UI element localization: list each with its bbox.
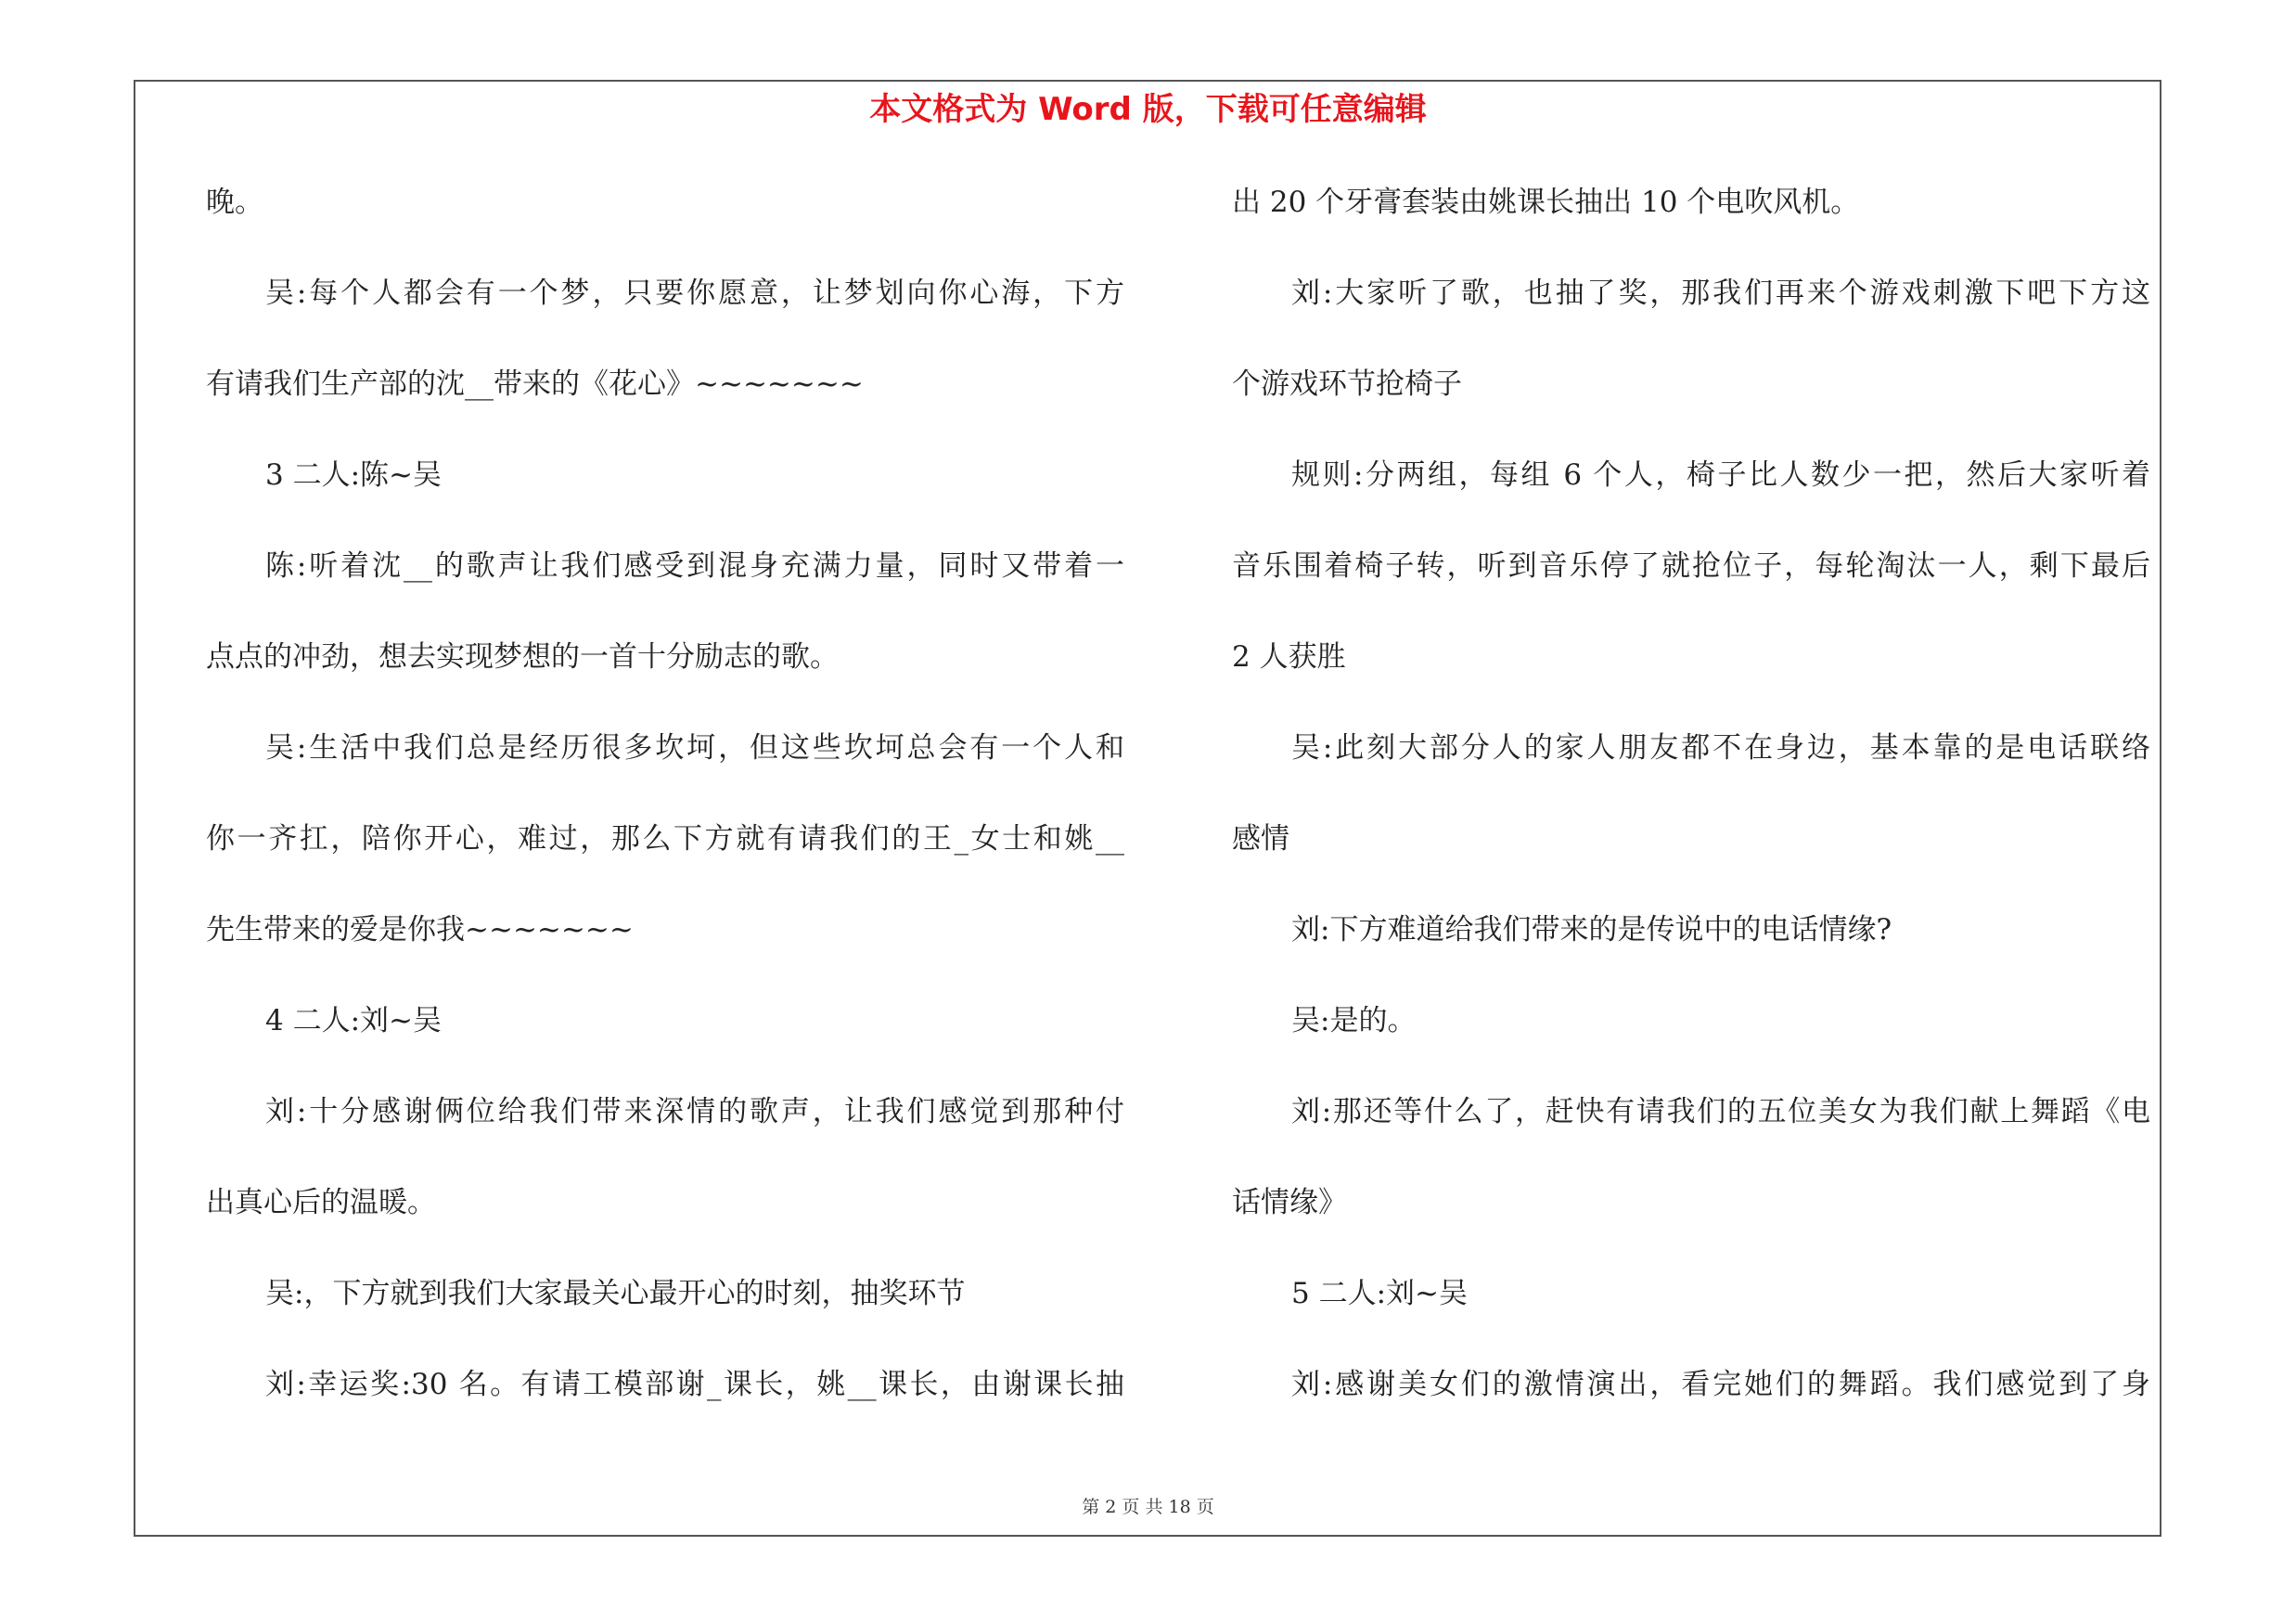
left-line-1: 晚。: [206, 186, 263, 219]
right-line-9: 刘:下方难道给我们带来的是传说中的电话情缘?: [1291, 913, 1892, 947]
left-line-14: 刘:幸运奖:30 名。有请工模部谢_课长，姚__课长，由谢课长抽: [265, 1368, 1124, 1401]
left-line-2: 吴:每个人都会有一个梦，只要你愿意，让梦划向你心海，下方: [265, 277, 1124, 310]
right-line-13: 5 二人:刘~吴: [1291, 1277, 1468, 1310]
right-line-8: 感情: [1232, 822, 1289, 856]
right-line-5: 音乐围着椅子转，听到音乐停了就抢位子，每轮淘汰一人，剩下最后: [1232, 549, 2150, 583]
right-line-4: 规则:分两组，每组 6 个人，椅子比人数少一把，然后大家听着: [1291, 458, 2150, 492]
left-line-12: 出真心后的温暖。: [206, 1186, 436, 1219]
page-number-footer: 第 2 页 共 18 页: [1082, 1497, 1214, 1517]
right-line-2: 刘:大家听了歌，也抽了奖，那我们再来个游戏刺激下吧下方这: [1291, 277, 2150, 310]
left-line-3: 有请我们生产部的沈__带来的《花心》~~~~~~~: [206, 367, 864, 401]
left-line-9: 先生带来的爱是你我~~~~~~~: [206, 913, 634, 947]
right-line-14: 刘:感谢美女们的激情演出，看完她们的舞蹈。我们感觉到了身: [1291, 1368, 2150, 1401]
left-line-8: 你一齐扛，陪你开心，难过，那么下方就有请我们的王_女士和姚__: [206, 822, 1124, 856]
header-banner: 本文格式为 Word 版，下载可任意编辑: [869, 91, 1427, 128]
left-line-4: 3 二人:陈~吴: [265, 458, 442, 492]
right-line-12: 话情缘》: [1232, 1186, 1347, 1219]
right-line-1: 出 20 个牙膏套装由姚课长抽出 10 个电吹风机。: [1232, 186, 1860, 219]
left-line-5: 陈:听着沈__的歌声让我们感受到混身充满力量，同时又带着一: [265, 549, 1124, 583]
right-line-10: 吴:是的。: [1291, 1004, 1417, 1037]
left-line-7: 吴:生活中我们总是经历很多坎坷，但这些坎坷总会有一个人和: [265, 731, 1124, 765]
right-line-3: 个游戏环节抢椅子: [1232, 367, 1462, 401]
left-line-13: 吴:，下方就到我们大家最关心最开心的时刻，抽奖环节: [265, 1277, 966, 1310]
left-line-11: 刘:十分感谢俩位给我们带来深情的歌声，让我们感觉到那种付: [265, 1095, 1124, 1128]
left-line-10: 4 二人:刘~吴: [265, 1004, 442, 1037]
left-line-6: 点点的冲劲，想去实现梦想的一首十分励志的歌。: [206, 640, 839, 674]
right-line-6: 2 人获胜: [1232, 640, 1346, 674]
right-line-7: 吴:此刻大部分人的家人朋友都不在身边，基本靠的是电话联络: [1291, 731, 2150, 765]
right-line-11: 刘:那还等什么了，赶快有请我们的五位美女为我们献上舞蹈《电: [1291, 1095, 2150, 1128]
